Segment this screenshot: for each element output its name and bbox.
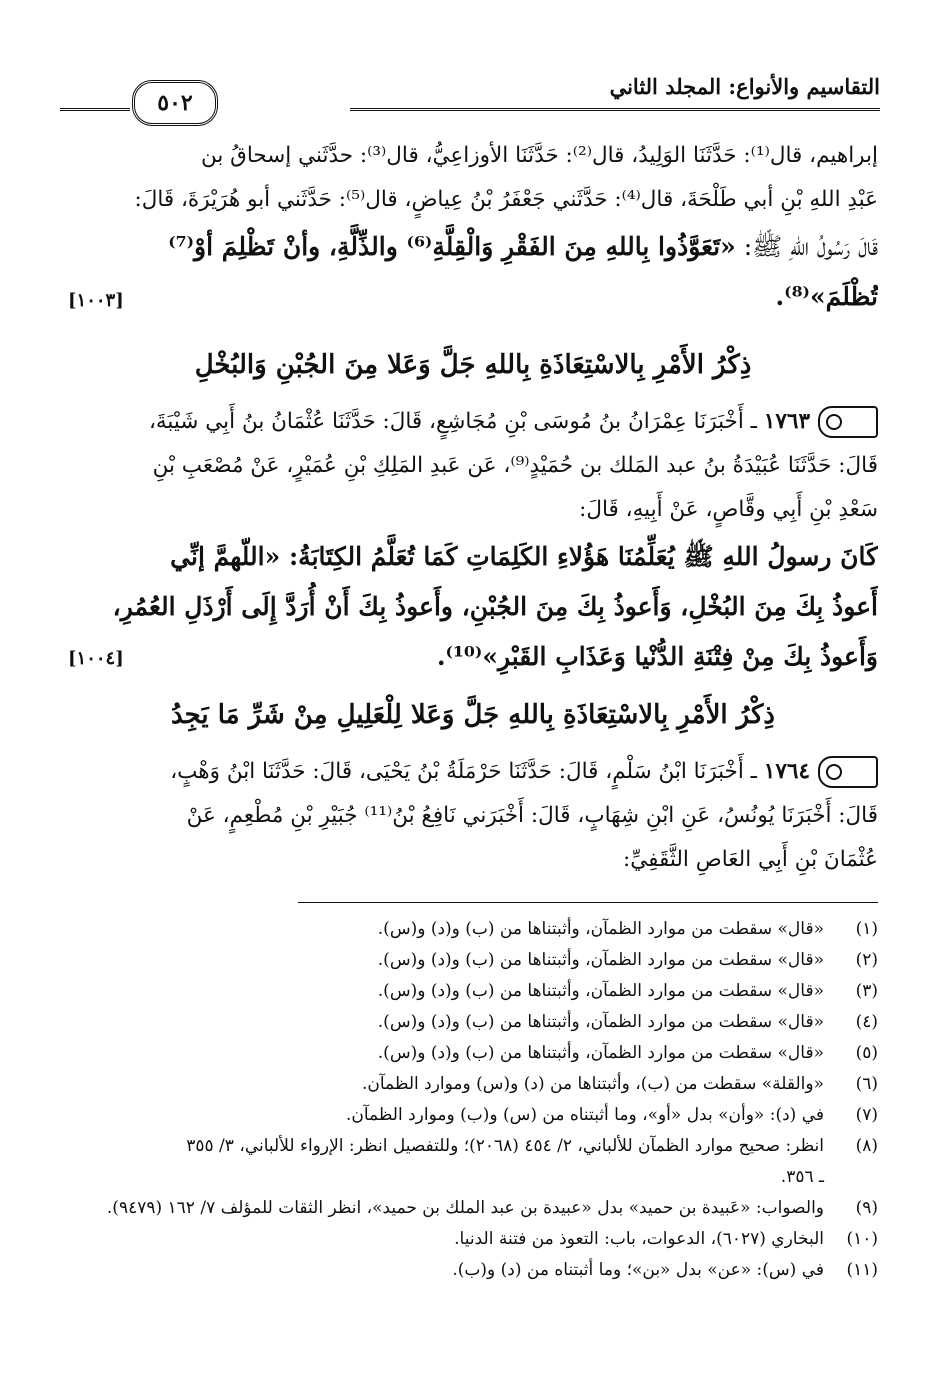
header-rule-right xyxy=(350,108,880,111)
hadith-number: ١٧٦٣ xyxy=(763,409,810,434)
hadith-opening: ـ أَخْبَرَنَا عِمْرَانُ بنُ مُوسَى بْنِ مُجَاشِعٍ، قَالَ: حَدَّثَنَا عُثْمَانُ بنُ أَبِي شَيْبَةَ، xyxy=(148,409,764,434)
hadith-1764-chain xyxy=(66,750,878,882)
footnote-text: «قال» سقطت من موارد الظمآن، وأثبتناها من (ب) و(د) و(س). xyxy=(377,1043,824,1063)
footnote-text: «قال» سقطت من موارد الظمآن، وأثبتناها من (ب) و(د) و(س). xyxy=(377,919,824,939)
footnote xyxy=(66,914,878,945)
quote-line: تُظْلَمَ»⁽⁸⁾. xyxy=(775,282,878,311)
text-line: عُثْمَانَ بْنِ أَبِي العَاصِ الثَّقَفِيِّ: xyxy=(622,847,878,872)
footnote xyxy=(66,1224,878,1255)
footnote-text: في (د): «وأن» بدل «أو»، وما أثبتناه من (س) و(ب) وموارد الظمآن. xyxy=(345,1105,824,1125)
hadith-marker-icon xyxy=(818,406,878,438)
footnote xyxy=(66,1193,878,1224)
quote-line xyxy=(66,222,878,272)
footnote xyxy=(66,1100,878,1131)
footnote-text: «قال» سقطت من موارد الظمآن، وأثبتناها من (ب) و(د) و(س). xyxy=(377,981,824,1001)
quote-line: أَعوذُ بِكَ مِنَ البُخْلِ، وَأَعوذُ بِكَ مِنَ الجُبْنِ، وأَعوذُ بِكَ أَنْ أُرَدَّ إِلَى أَرْذَلِ العُمُرِ، xyxy=(112,592,878,621)
footnote-text: «قال» سقطت من موارد الظمآن، وأثبتناها من (ب) و(د) و(س). xyxy=(377,1012,824,1032)
footnote-number: (٢) xyxy=(855,950,878,970)
footnote xyxy=(66,1131,878,1162)
footnote-number: (١) xyxy=(855,919,878,939)
text-line: قَالَ: حَدَّثَنَا عُبَيْدَةُ بنُ عبد المَلك بن حُمَيْدٍ⁽⁹⁾، عَن عَبدِ المَلِكِ بْنِ عُمَيْرٍ، عَنْ مُصْعَبِ بْنِ xyxy=(152,453,878,478)
hadith-1763-chain xyxy=(66,400,878,532)
section-title: ذِكْرُ الأَمْرِ بِالاسْتِعَاذَةِ بِاللهِ جَلَّ وَعَلا مِنَ الجُبْنِ وَالبُخْلِ xyxy=(194,350,752,380)
hadith-1763-quote xyxy=(66,532,878,682)
footnotes xyxy=(66,914,878,1286)
footnote xyxy=(66,945,878,976)
hadith-opening: ـ أَخْبَرَنَا ابْنُ سَلْمٍ، قَالَ: حَدَّثَنَا حَرْمَلَةُ بْنُ يَحْيَى، قَالَ: حَدَّثَنَا ابْنُ وَهْبٍ، xyxy=(170,759,764,784)
hadith-reference: [١٠٠٤] xyxy=(68,648,124,669)
footnote xyxy=(66,1069,878,1100)
page-header xyxy=(60,70,880,116)
footnote-divider xyxy=(298,902,878,903)
quote-intro: قَالَ رَسُولُ اللهِ ﷺ: xyxy=(735,232,878,261)
header-rule-left xyxy=(60,108,130,111)
footnote-text: انظر: صحيح موارد الظمآن للألباني، ٢/ ٤٥٤ (٢٠٦٨)؛ وللتفصيل انظر: الإرواء للألباني، ٣/ ٣٥٥ xyxy=(186,1136,824,1156)
footnote-text: «والقلة» سقطت من (ب)، وأثبتناها من (د) و(س) وموارد الظمآن. xyxy=(361,1074,824,1094)
text-line: إبراهيم، قال⁽¹⁾: حَدَّثَنَا الوَلِيدُ، قال⁽²⁾: حَدَّثَنَا الأوزاعِيُّ، قال⁽³⁾: حدَّثَني إسحاقُ بن xyxy=(200,143,878,168)
footnote-text: البخاري (٦٠٢٧)، الدعوات، باب: التعوذ من فتنة الدنيا. xyxy=(454,1229,824,1249)
quote-line: كَانَ رسولُ اللهِ ﷺ يُعَلِّمُنَا هَؤُلاءِ الكَلِمَاتِ كَمَا تُعَلَّمُ الكِتَابَةُ: «اللّهمَّ إنِّي xyxy=(170,542,878,571)
footnote-number: (٥) xyxy=(855,1043,878,1063)
footnote-number: (٣) xyxy=(855,981,878,1001)
footnote-number: (٦) xyxy=(855,1074,878,1094)
footnote-continuation: ـ ٣٥٦. xyxy=(780,1167,824,1187)
footnote-number: (٧) xyxy=(855,1105,878,1125)
running-title: التقاسيم والأنواع: المجلد الثاني xyxy=(609,74,880,99)
footnote xyxy=(66,976,878,1007)
section-title: ذِكْرُ الأَمْرِ بِالاسْتِعَاذَةِ بِاللهِ جَلَّ وَعَلا لِلْعَلِيلِ مِنْ شَرِّ مَا يَجِدُ xyxy=(171,700,775,730)
footnote-number: (١٠) xyxy=(846,1229,878,1249)
page-number: ٥٠٢ xyxy=(132,80,218,126)
footnote-text: «قال» سقطت من موارد الظمآن، وأثبتناها من (ب) و(د) و(س). xyxy=(377,950,824,970)
quote-text: «تَعَوَّذُوا بِاللهِ مِنَ الفَقْرِ وَالْقِلَّةِ⁽⁶⁾ والذِّلَّةِ، وأنْ تَظْلِمَ أوْ⁽⁷⁾ xyxy=(168,232,736,261)
text-line: سَعْدِ بْنِ أَبِي وقَّاصٍ، عَنْ أَبِيهِ، قَالَ: xyxy=(579,497,878,522)
hadith-marker-icon xyxy=(818,756,878,788)
text-line: عَبْدِ اللهِ بْنِ أبي طَلْحَةَ، قال⁽⁴⁾: حَدَّثَني جَعْفَرُ بْنُ عِياضٍ، قال⁽⁵⁾: حَدَّثَني أبو هُرَيْرَةَ، قَالَ: xyxy=(134,187,878,212)
footnote-number: (١١) xyxy=(846,1260,878,1280)
hadith-1003-chain xyxy=(66,134,878,222)
text-line xyxy=(66,750,878,794)
footnote xyxy=(66,1255,878,1286)
quote-line: وَأَعوذُ بِكَ مِنْ فِتْنَةِ الدُّنْيا وَعَذَابِ القَبْرِ»⁽¹⁰⁾. xyxy=(436,642,878,671)
hadith-reference: [١٠٠٣] xyxy=(68,290,124,311)
hadith-1003-quote xyxy=(66,222,878,322)
footnote-number: (٤) xyxy=(855,1012,878,1032)
footnote xyxy=(66,1007,878,1038)
footnote-number: (٩) xyxy=(855,1198,878,1218)
text-line xyxy=(66,400,878,444)
hadith-number: ١٧٦٤ xyxy=(763,759,810,784)
footnote-text: في (س): «عن» بدل «بن»؛ وما أثبتناه من (د) و(ب). xyxy=(452,1260,824,1280)
footnote-text: والصواب: «عَبيدة بن حميد» بدل «عبيدة بن عبد الملك بن حميد»، انظر الثقات للمؤلف ٧/ ١٦٢ (٩٤٧٩). xyxy=(106,1198,824,1218)
footnote-number: (٨) xyxy=(855,1136,878,1156)
text-line: قَالَ: أَخْبَرَنَا يُونُسُ، عَنِ ابْنِ شِهَابٍ، قَالَ: أَخْبَرَني نَافِعُ بْنُ⁽¹¹⁾ جُبَيْرِ بْنِ مُطْعِمٍ، عَنْ xyxy=(186,803,878,828)
footnote xyxy=(66,1038,878,1069)
